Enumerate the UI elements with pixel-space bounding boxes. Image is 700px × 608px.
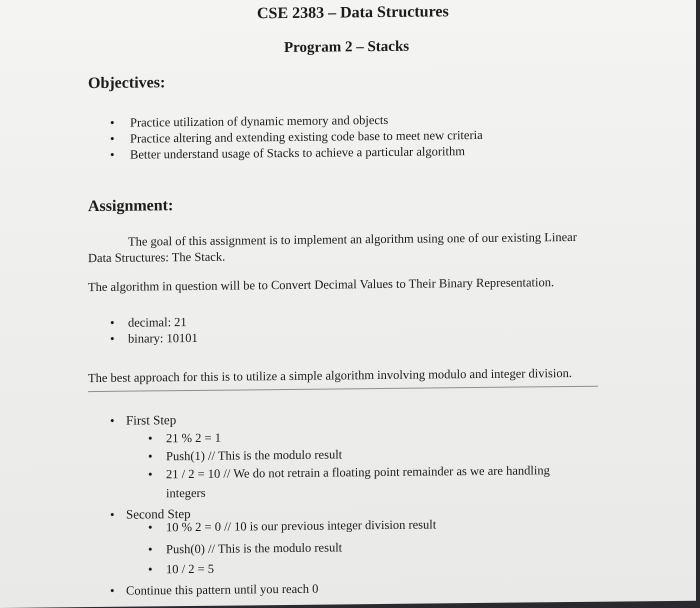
step-item-continued: integers — [166, 485, 206, 501]
assignment-heading: Assignment: — [88, 197, 174, 216]
step-item: Push(1) // This is the modulo result — [166, 447, 343, 464]
intro-line: The goal of this assignment is to implement an algorithm using one of our existing Linear — [128, 229, 577, 249]
second-step-label: Second Step — [126, 506, 191, 522]
bullet-icon: • — [110, 506, 115, 522]
bullet-icon: • — [148, 519, 153, 535]
example-item: decimal: 21 — [128, 315, 187, 330]
program-title: Program 2 – Stacks — [284, 38, 410, 57]
step-item: 21 / 2 = 10 // We do not retrain a floating point remainder as we are handling — [166, 463, 550, 482]
algorithm-text: The algorithm in question will be to Convert Decimal Values to Their Binary Representation. — [88, 275, 555, 295]
bullet-icon: • — [148, 561, 153, 577]
bullet-icon: • — [110, 146, 115, 162]
bullet-icon: • — [110, 130, 115, 146]
first-step-label: First Step — [126, 412, 177, 428]
continue-text: Continue this pattern until you reach 0 — [126, 581, 319, 598]
step-item: 10 / 2 = 5 — [166, 561, 215, 577]
bullet-icon: • — [110, 412, 115, 428]
bullet-icon: • — [148, 541, 153, 557]
bullet-icon: • — [110, 314, 115, 330]
intro-line: Data Structures: The Stack. — [88, 249, 226, 266]
step-item: 21 % 2 = 1 — [166, 430, 221, 446]
approach-text: The best approach for this is to utilize a simple algorithm involving modulo and integer division. — [88, 366, 572, 386]
bullet-icon: • — [148, 466, 153, 482]
step-item: 10 % 2 = 0 // 10 is our previous integer division result — [166, 517, 437, 535]
objective-item: Better understand usage of Stacks to achieve a particular algorithm — [130, 144, 465, 162]
bullet-icon: • — [110, 582, 115, 598]
objective-item: Practice utilization of dynamic memory and objects — [130, 112, 389, 130]
bullet-icon: • — [110, 330, 115, 346]
bullet-icon: • — [148, 430, 153, 446]
objective-item: Practice altering and extending existing code base to meet new criteria — [130, 127, 483, 146]
step-item: Push(0) // This is the modulo result — [166, 540, 343, 557]
objectives-heading: Objectives: — [88, 74, 166, 93]
bullet-icon: • — [148, 448, 153, 464]
course-title: CSE 2383 – Data Structures — [257, 3, 449, 23]
divider — [88, 386, 598, 392]
bullet-icon: • — [110, 114, 115, 130]
example-item: binary: 10101 — [128, 330, 198, 346]
